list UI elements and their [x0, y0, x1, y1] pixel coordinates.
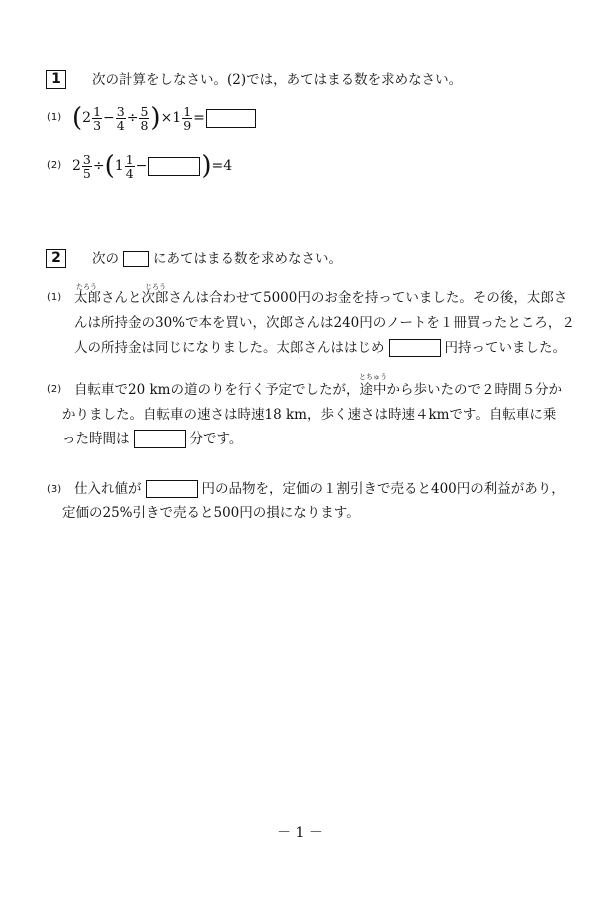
whole-number: 2 — [82, 110, 92, 126]
numerator: 1 — [183, 103, 192, 119]
q1-p2-label: (2) — [47, 160, 62, 171]
q1-p1-expression — [72, 100, 256, 136]
q2-p2-line-1: 自転車で20 kmの道のりを行く予定でしたが，途中から歩いたので２時間５分か — [74, 382, 562, 398]
open-paren: ( — [72, 103, 83, 133]
close-paren: ) — [201, 151, 212, 181]
question-1-number: 1 — [46, 70, 66, 89]
q1-p2-expression — [72, 148, 232, 184]
q2-p2-line-3 — [62, 430, 242, 448]
answer-box[interactable] — [148, 157, 200, 176]
text-segment: 分です。 — [189, 431, 243, 447]
minus-sign: − — [103, 110, 115, 126]
fraction — [92, 105, 102, 132]
answer-box[interactable] — [206, 109, 256, 128]
whole-number: 1 — [114, 158, 124, 174]
denominator: 3 — [93, 117, 102, 133]
q2-p3-label: (3) — [47, 484, 62, 495]
q2-p1-line-2: んは所持金の30%で本を買い，次郎さんは240円のノートを１冊買ったところ，２ — [74, 315, 575, 331]
question-2-instruction — [92, 250, 342, 268]
q2-p2-label: (2) — [47, 384, 62, 395]
text-segment: 円持っていました。 — [444, 340, 566, 356]
equals-sign: = — [193, 110, 205, 126]
minus-sign: − — [135, 158, 148, 174]
q2-p2-line-2: かりました。自転車の速さは時速18 km，歩く速さは時速４kmです。自転車に乗 — [62, 407, 557, 423]
page-number: － 1 － — [277, 825, 323, 841]
denominator: 9 — [183, 117, 192, 133]
answer-box[interactable] — [389, 339, 441, 357]
numerator: 1 — [93, 103, 102, 119]
denominator: 4 — [116, 117, 125, 133]
numerator: 5 — [140, 103, 149, 119]
divide-sign: ÷ — [92, 158, 105, 174]
fraction — [182, 105, 192, 132]
fraction — [82, 153, 92, 180]
furigana: じろう — [145, 283, 166, 291]
times-sign: × — [160, 110, 173, 126]
answer-box[interactable] — [134, 430, 186, 448]
divide-sign: ÷ — [126, 110, 139, 126]
whole-number: 2 — [72, 158, 81, 174]
numerator: 3 — [116, 103, 125, 119]
question-2-number: 2 — [46, 249, 66, 268]
question-1-instruction: 次の計算をしなさい。(2)では，あてはまる数を求めなさい。 — [92, 72, 463, 88]
fraction — [116, 105, 126, 132]
denominator: 8 — [140, 117, 149, 133]
q2-p1-line-3 — [74, 339, 566, 357]
fraction — [125, 153, 135, 180]
instruction-text: 次の — [92, 251, 119, 267]
answer-box[interactable] — [146, 480, 198, 498]
denominator: 4 — [125, 165, 134, 181]
text-segment: 円の品物を，定価の１割引きで売ると400円の利益があり， — [201, 481, 565, 497]
numerator: 1 — [125, 151, 134, 167]
text-segment: 仕入れ値が — [74, 481, 142, 497]
numerator: 3 — [82, 151, 91, 167]
text-segment: 人の所持金は同じになりました。太郎さんははじめ — [74, 340, 385, 356]
text-segment: った時間は — [62, 431, 130, 447]
q2-p1-line-1: 太郎さんと次郎さんは合わせて5000円のお金を持っていました。その後，太郎さ — [74, 290, 568, 306]
furigana: とちゅう — [359, 373, 387, 381]
close-paren: ) — [150, 103, 161, 133]
whole-number: 1 — [172, 110, 182, 126]
open-paren: ( — [104, 151, 115, 181]
instruction-text: にあてはまる数を求めなさい。 — [153, 251, 342, 267]
denominator: 5 — [82, 165, 91, 181]
blank-box-symbol — [123, 251, 149, 267]
q2-p1-label: (1) — [47, 292, 62, 303]
equals-value: =4 — [211, 158, 233, 174]
q1-p1-label: (1) — [47, 112, 62, 123]
furigana: たろう — [76, 283, 97, 291]
q2-p3-line-1 — [74, 480, 565, 498]
q2-p3-line-2: 定価の25%引きで売ると500円の損になります。 — [62, 505, 360, 521]
fraction — [139, 105, 149, 132]
